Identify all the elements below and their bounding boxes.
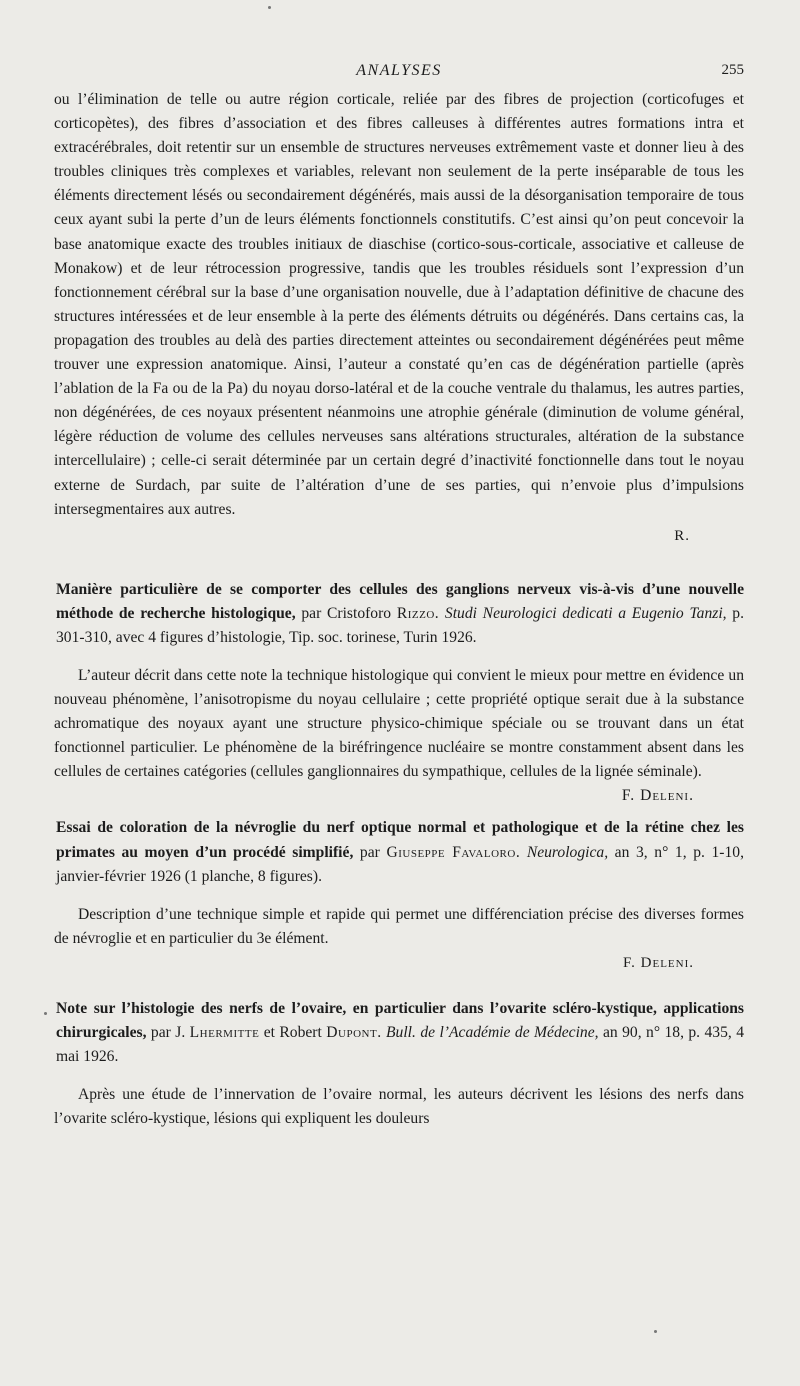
review-lhermitte-and: et Robert (259, 1024, 327, 1041)
paper-speck (44, 1012, 47, 1015)
page-number: 255 (721, 62, 744, 78)
review-lhermitte-body: Après une étude de l’innervation de l’ovaire normal, les auteurs décrivent les lésions des nerfs dans l’ovarite scléro-kystique, lésions qui expliquent les douleurs (54, 1086, 744, 1128)
review-rizzo-body (54, 664, 744, 805)
review-rizzo-by: par Cristoforo (295, 604, 397, 622)
paper-speck (654, 1330, 657, 1333)
review-rizzo-author: Rizzo. (396, 604, 440, 622)
review-favaloro-details: an 3, n° 1, p. 1-10, janvier-février 1926 (1 planche, 8 figures). (56, 843, 744, 885)
review-rizzo-signature: F. Deleni. (621, 787, 694, 805)
review-lhermitte-by: par J. (146, 1024, 190, 1041)
review-lhermitte-heading (54, 997, 744, 1069)
review-rizzo-title: Manière particulière de se comporter des cellules des ganglions nerveux vis-à-vis d’une nouvelle méthode de recherche histologique, (56, 580, 744, 622)
review-favaloro-heading (54, 816, 744, 888)
review-favaloro-title: Essai de coloration de la névroglie du nerf optique normal et pathologique et de la rétine chez les primates au moyen d’un procédé simplifié, (56, 819, 744, 861)
review-lhermitte-author-1: Lhermitte (189, 1024, 260, 1041)
review-rizzo-details: p. 301-310, avec 4 figures d’histologie, Tip. soc. torinese, Turin 1926. (56, 604, 744, 646)
review-favaloro-journal: Neurologica, (526, 843, 609, 861)
review-rizzo-text: L’auteur décrit dans cette note la technique histologique qui convient le mieux pour mettre en évidence un nouveau phénomène, l’anisotropisme du noyau cellulaire ; cette propriété optique serait due à la substance achromatique des noyaux ayant une structure physico-chimique spéciale ou se trouvant dans un état fonctionnel particulier. Le phénomène de la biréfringence nucléaire se montre constamment absent dans les cellules de certaines catégories (cellules ganglionnaires du sympathique, cellules de la lignée séminale). (54, 666, 744, 781)
review-favaloro-by: par (353, 843, 387, 861)
review-lhermitte-details: an 90, n° 18, p. 435, 4 mai 1926. (56, 1024, 745, 1066)
running-title: ANALYSES (356, 62, 442, 79)
review-favaloro-signature-text: F. Deleni. (623, 954, 694, 971)
paragraph-continued: ou l’élimination de telle ou autre région corticale, reliée par des fibres de projection (corticofuges et corticopètes), des fibres d’association et des fibres calleuses à différentes autres formations intra et extracérébrales, doit retentir sur un ensemble de structures nerveuses extrêmement vaste et donner lieu à des troubles cliniques très complexes et variables, relevant non seulement de la perte inséparable de tous les éléments directement lésés ou secondairement dégénérés, mais aussi de la désorganisation temporaire de tous ceux ayant subi la perte d’un de leurs éléments fonctionnels constitutifs. C’est ainsi qu’on peut concevoir la base anatomique exacte des troubles initiaux de diaschise (cortico-sous-corticale, associative et calleuse de Monakow) et de leur rétrocession progressive, tandis que les troubles résiduels sont l’expression d’un fonctionnement cérébral sur la base d’une organisation nouvelle, due à l’adaptation définitive de chacune des structures intéressées et de leur ensemble à la perte des éléments détruits ou dégénérés. Dans certains cas, la propagation des troubles au delà des parties directement atteintes ou secondairement dégénérées peut même trouver une expression anatomique. Ainsi, l’auteur a constaté qu’en cas de dégénération partielle (après l’ablation de la Fa ou de la Pa) du noyau dorso-latéral et de la couche ventrale du thalamus, les autres parties, non dégénérées, de ces noyaux présentent néanmoins une atrophie générale (diminution de volume général, légère réduction de volume des cellules nerveuses sans altérations structurales, altération de la substance intercellulaire) ; celle-ci serait déterminée par un certain degré d’inactivité fonctionnelle dans tout le noyau externe de Surdach, par suite de l’altération d’une de ses parties, qui n’envoie plus d’impulsions intersegmentaires aux autres. (54, 91, 744, 518)
page (54, 62, 744, 1131)
review-rizzo-heading (54, 578, 744, 650)
page-header (54, 62, 744, 88)
paper-speck (268, 6, 271, 9)
review-lhermitte-title: Note sur l’histologie des nerfs de l’ovaire, en particulier dans l’ovarite scléro-kystique, applications chirurgicales, (56, 999, 744, 1041)
review-favaloro-signature (54, 951, 694, 975)
review-favaloro-author: Giuseppe Favaloro. (386, 843, 521, 861)
review-favaloro-body: Description d’une technique simple et rapide qui permet une différenciation précise des diverses formes de névroglie et en particulier du 3e élément. (54, 905, 744, 947)
signature-r: R. (674, 527, 690, 544)
review-lhermitte-author-2: Dupont. (326, 1024, 382, 1041)
review-lhermitte-journal: Bull. de l’Académie de Médecine, (386, 1024, 599, 1041)
review-rizzo-journal: Studi Neurologici dedicati a Eugenio Tanzi, (444, 604, 727, 622)
